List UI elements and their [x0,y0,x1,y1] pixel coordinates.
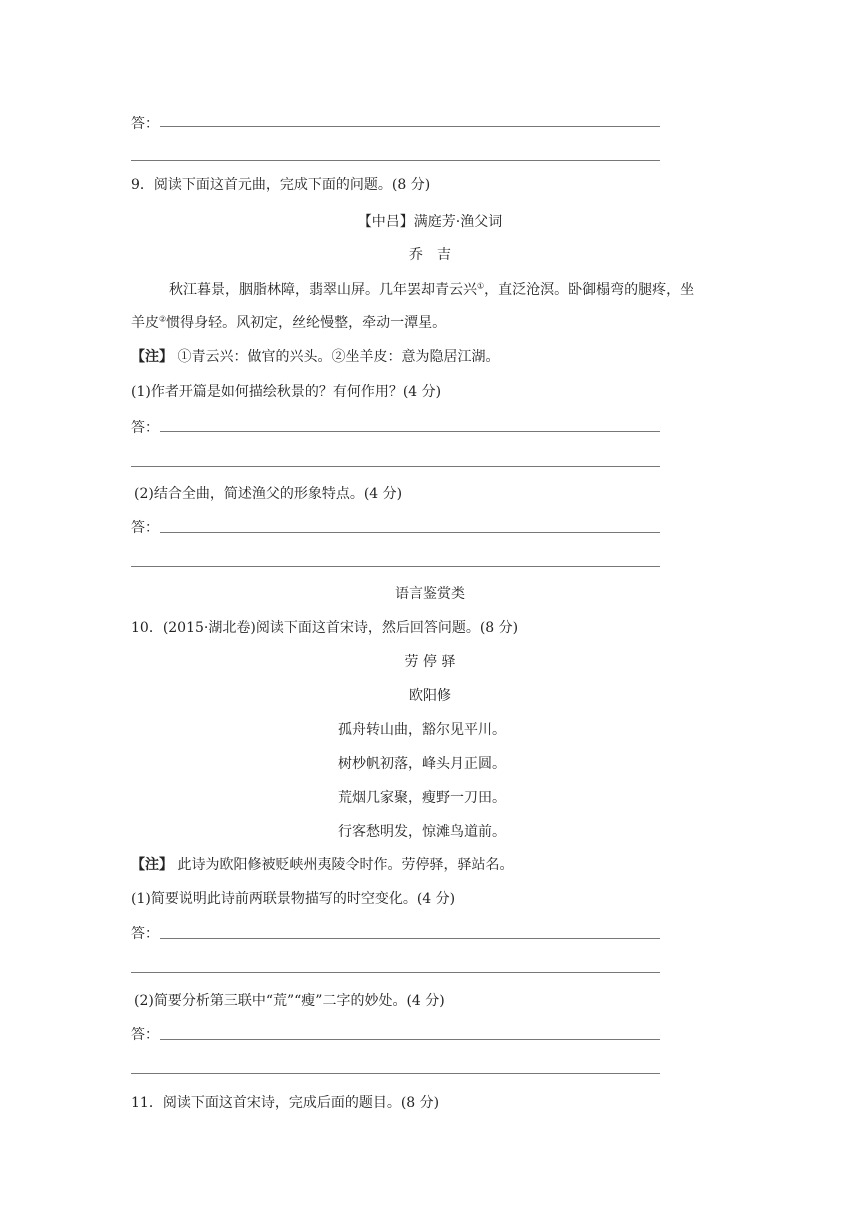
answer-label: 答： [131,116,159,132]
q10-poem-line: 荒烟几家聚，瘦野一刀田。 [338,790,506,806]
footnote-marker: ② [159,314,167,324]
q10-poem-line: 树杪帆初落，峰头月正圆。 [338,756,506,772]
note-tag: 【注】 [131,349,173,365]
note-text: ①青云兴：做官的兴头。②坐羊皮：意为隐居江湖。 [173,349,500,365]
q9-subquestion-1: (1)作者开篇是如何描绘秋景的？有何作用？(4 分) [131,384,442,400]
q9-subquestion-2: (2)结合全曲，简述渔父的形象特点。(4 分) [134,486,403,502]
answer-line [131,1073,660,1074]
q9-note [131,347,499,367]
footnote-marker: ① [477,281,485,291]
q10-poem-author: 欧阳修 [409,688,451,704]
q9-poem-author: 乔 吉 [409,247,451,263]
q10-poem-line: 孤舟转山曲，豁尔见平川。 [338,722,506,738]
q9-poem-body-line-2: 羊皮②惯得身轻。风初定，丝纶慢整，牵动一潭星。 [131,314,447,331]
question-11-stem: 11．阅读下面这首宋诗，完成后面的题目。(8 分) [131,1095,440,1111]
q10-poem-title: 劳 停 驿 [404,654,456,670]
answer-line [160,431,660,432]
answer-label: 答： [131,420,159,436]
note-tag: 【注】 [131,857,173,873]
answer-label: 答： [131,520,159,536]
question-10-stem: 10．(2015·湖北卷)阅读下面这首宋诗，然后回答问题。(8 分) [131,620,519,636]
answer-line [131,466,660,467]
section-title: 语言鉴赏类 [395,586,465,602]
answer-line [160,938,660,939]
q10-poem-line: 行客愁明发，惊滩鸟道前。 [338,824,506,840]
q10-note [131,855,513,875]
answer-line [160,532,660,533]
note-text: 此诗为欧阳修被贬峡州夷陵令时作。劳停驿，驿站名。 [173,857,514,873]
q9-poem-body-line-1: 秋江暮景，胭脂林障，翡翠山屏。几年罢却青云兴①，直泛沧溟。卧御榻弯的腿疼，坐 [169,281,695,298]
answer-line [131,566,660,567]
answer-label: 答： [131,1027,159,1043]
answer-label: 答： [131,926,159,942]
answer-line [160,1039,660,1040]
question-9-stem: 9．阅读下面这首元曲，完成下面的问题。(8 分) [131,177,431,193]
q10-subquestion-2: (2)简要分析第三联中“荒”“瘦”二字的妙处。(4 分) [134,993,445,1009]
answer-line [131,160,660,161]
answer-line [160,126,660,127]
q9-poem-title: 【中吕】满庭芳·渔父词 [357,214,503,230]
q10-subquestion-1: (1)简要说明此诗前两联景物描写的时空变化。(4 分) [131,891,456,907]
answer-line [131,972,660,973]
